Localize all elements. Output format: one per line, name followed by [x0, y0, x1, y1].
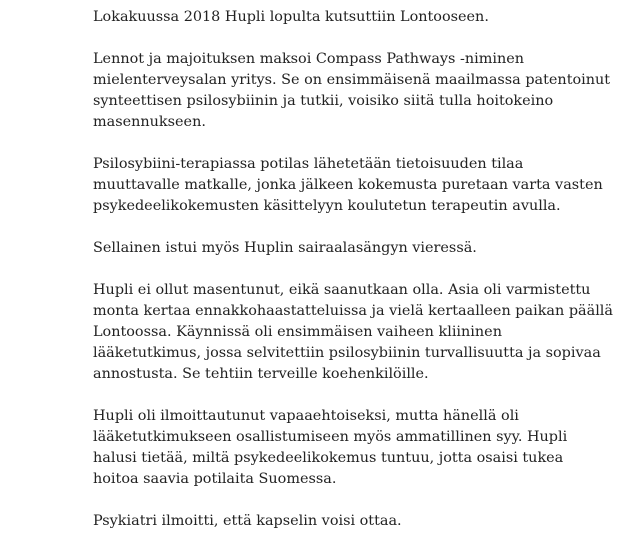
paragraph-6: Hupli oli ilmoittautunut vapaaehtoiseksi, mutta hänellä oli lääketutkimukseen osallistumiseen myös ammatillinen syy. Hupli halusi tietää, miltä psykedeelikokemus tuntuu, jotta osaisi tukea hoitoa saavia potilaita Suomessa.: [93, 408, 568, 487]
article-body: [93, 7, 613, 553]
paragraph-5: Hupli ei ollut masentunut, eikä saanutkaan olla. Asia oli varmistettu monta kertaa ennakkohaastatteluissa ja vielä kertaalleen paikan päällä Lontoossa. Käynnissä oli ensimmäisen vaiheen kliininen lääketutkimus, jossa selvitettiin psilosybiinin turvallisuutta ja sopivaa annostusta. Se tehtiin terveille koehenkilöille.: [93, 282, 613, 382]
paragraph-1: Lokakuussa 2018 Hupli lopulta kutsuttiin Lontooseen.: [93, 9, 489, 25]
paragraph-4: Sellainen istui myös Huplin sairaalasängyn vieressä.: [93, 240, 477, 256]
paragraph-3: Psilosybiini-terapiassa potilas lähetetään tietoisuuden tilaa muuttavalle matkalle, jonka jälkeen kokemusta puretaan varta vasten psykedeelikokemusten käsittelyyn koulutetun terapeutin avulla.: [93, 156, 603, 214]
paragraph-7: Psykiatri ilmoitti, että kapselin voisi ottaa.: [93, 513, 402, 529]
paragraph-2: Lennot ja majoituksen maksoi Compass Pathways -niminen mielenterveysalan yritys. Se on ensimmäisenä maailmassa patentoinut synteettisen psilosybiinin ja tutkii, voisiko siitä tulla hoitokeino masennukseen.: [93, 51, 611, 130]
